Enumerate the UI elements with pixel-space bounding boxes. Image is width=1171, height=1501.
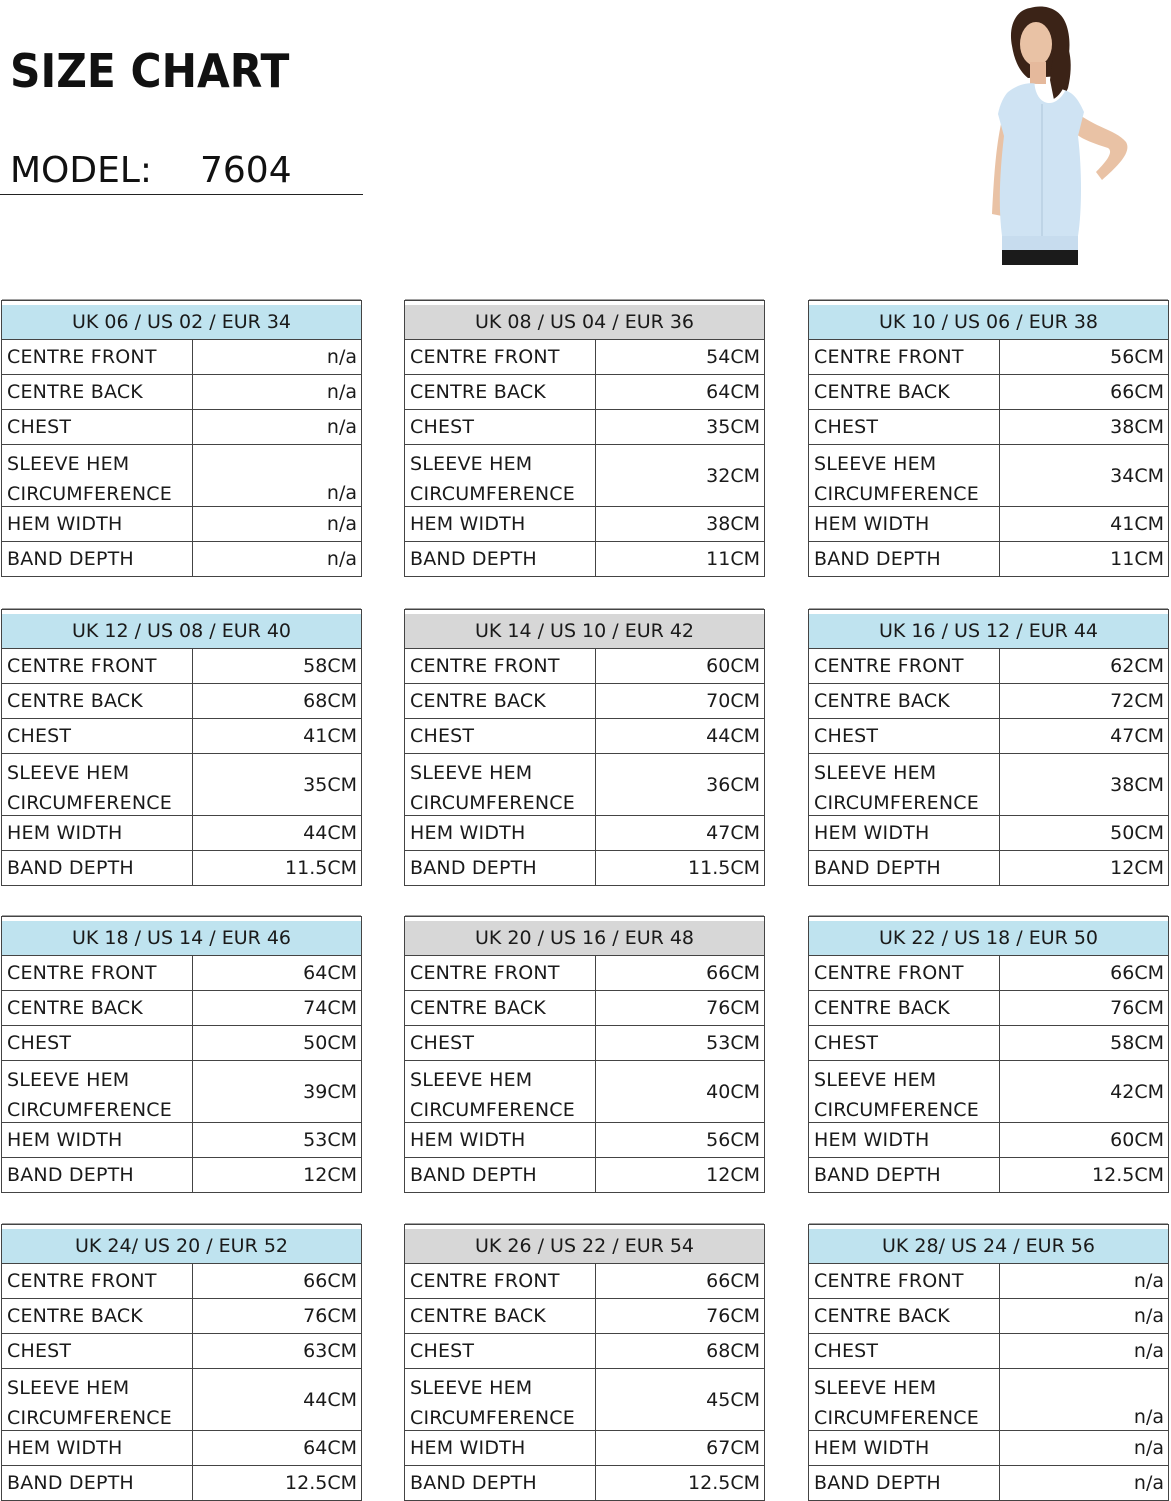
measurement-value: 42CM: [1110, 1080, 1164, 1103]
measurement-value: 76CM: [706, 1305, 760, 1327]
measurement-label-line2: CIRCUMFERENCE: [7, 792, 172, 814]
size-table-row-centre-back: [2, 990, 361, 1025]
measurement-label: [405, 1061, 596, 1122]
size-table: [404, 916, 765, 1193]
measurement-label-line1: SLEEVE HEM: [7, 1377, 130, 1399]
measurement-label: BAND DEPTH: [2, 1466, 193, 1500]
measurement-value: 32CM: [706, 464, 760, 487]
size-table-header: UK 16 / US 12 / EUR 44: [809, 610, 1168, 648]
measurement-label-line1: SLEEVE HEM: [814, 1377, 937, 1399]
measurement-label-line1: SLEEVE HEM: [410, 1069, 533, 1091]
size-table-row-centre-front: [405, 955, 764, 990]
size-table-row-hem-width: [405, 1122, 764, 1157]
measurement-value: 41CM: [303, 725, 357, 747]
size-table-row-centre-back: [405, 990, 764, 1025]
size-table-row-band-depth: [2, 541, 361, 576]
size-table-row-centre-back: [405, 1298, 764, 1333]
measurement-label: CENTRE FRONT: [2, 1264, 193, 1298]
measurement-label: CHEST: [405, 410, 596, 444]
measurement-label: CENTRE FRONT: [2, 649, 193, 683]
size-table-row-band-depth: [809, 850, 1168, 885]
size-table: [404, 609, 765, 886]
measurement-value: n/a: [326, 513, 357, 535]
size-table-row-hem-width: [809, 1430, 1168, 1465]
measurement-label-line1: SLEEVE HEM: [814, 453, 937, 475]
measurement-value: 68CM: [303, 690, 357, 712]
size-table-row-band-depth: [809, 1157, 1168, 1192]
measurement-value: n/a: [1133, 1305, 1164, 1327]
measurement-label: [405, 1369, 596, 1430]
size-table-header: UK 14 / US 10 / EUR 42: [405, 610, 764, 648]
measurement-value: n/a: [326, 548, 357, 570]
measurement-value: 12.5CM: [285, 1472, 357, 1494]
measurement-label: BAND DEPTH: [809, 851, 1000, 885]
measurement-value: n/a: [326, 416, 357, 438]
measurement-value: 53CM: [303, 1129, 357, 1151]
measurement-label-line1: SLEEVE HEM: [410, 1377, 533, 1399]
measurement-value: 41CM: [1110, 513, 1164, 535]
size-table-row-band-depth: [2, 1465, 361, 1500]
measurement-value: 62CM: [1110, 655, 1164, 677]
measurement-value: 11CM: [1110, 548, 1164, 570]
measurement-value: 56CM: [1110, 346, 1164, 368]
size-table-row-band-depth: [809, 541, 1168, 576]
size-table-row-hem-width: [2, 1122, 361, 1157]
measurement-value: 11CM: [706, 548, 760, 570]
measurement-value: 63CM: [303, 1340, 357, 1362]
measurement-label-line2: CIRCUMFERENCE: [410, 1407, 575, 1429]
measurement-value: 44CM: [706, 725, 760, 747]
measurement-label: HEM WIDTH: [2, 1123, 193, 1157]
size-table-header: UK 28/ US 24 / EUR 56: [809, 1225, 1168, 1263]
size-table-header: UK 20 / US 16 / EUR 48: [405, 917, 764, 955]
measurement-label: BAND DEPTH: [2, 542, 193, 576]
measurement-value: 34CM: [1110, 464, 1164, 487]
measurement-label: CENTRE FRONT: [809, 649, 1000, 683]
measurement-label: CHEST: [809, 719, 1000, 753]
measurement-label: BAND DEPTH: [405, 1466, 596, 1500]
measurement-label: HEM WIDTH: [2, 507, 193, 541]
size-table-row-sleeve-hem: [2, 1368, 361, 1430]
size-table-row-centre-back: [405, 683, 764, 718]
measurement-value: 11.5CM: [285, 857, 357, 879]
measurement-label: CENTRE FRONT: [405, 340, 596, 374]
measurement-label: CENTRE BACK: [2, 1299, 193, 1333]
size-table-row-sleeve-hem: [405, 753, 764, 815]
size-table: [1, 300, 362, 577]
measurement-label: CHEST: [405, 719, 596, 753]
size-table-row-chest: [809, 1025, 1168, 1060]
measurement-label: CHEST: [405, 1334, 596, 1368]
size-table-header: UK 06 / US 02 / EUR 34: [2, 301, 361, 339]
size-table-row-chest: [405, 1333, 764, 1368]
size-table-row-chest: [2, 1333, 361, 1368]
size-table-header: UK 18 / US 14 / EUR 46: [2, 917, 361, 955]
page-title: SIZE CHART: [10, 44, 290, 98]
measurement-label: BAND DEPTH: [809, 542, 1000, 576]
size-table: [808, 300, 1169, 577]
measurement-value: 38CM: [1110, 773, 1164, 796]
measurement-value: 66CM: [1110, 381, 1164, 403]
measurement-label: BAND DEPTH: [809, 1466, 1000, 1500]
measurement-value: n/a: [1133, 1270, 1164, 1292]
size-table-row-sleeve-hem: [809, 753, 1168, 815]
size-table-row-hem-width: [405, 1430, 764, 1465]
size-table-header: UK 26 / US 22 / EUR 54: [405, 1225, 764, 1263]
measurement-value: 44CM: [303, 1388, 357, 1411]
measurement-label: CHEST: [809, 410, 1000, 444]
measurement-label: CHEST: [809, 1334, 1000, 1368]
size-table-row-chest: [405, 1025, 764, 1060]
measurement-value: 64CM: [706, 381, 760, 403]
measurement-label-line1: SLEEVE HEM: [7, 1069, 130, 1091]
measurement-value: 12CM: [706, 1164, 760, 1186]
measurement-label: HEM WIDTH: [809, 816, 1000, 850]
measurement-label: CENTRE FRONT: [405, 956, 596, 990]
measurement-label-line2: CIRCUMFERENCE: [814, 1099, 979, 1121]
measurement-label-line2: CIRCUMFERENCE: [410, 483, 575, 505]
measurement-label: HEM WIDTH: [405, 816, 596, 850]
measurement-value: 64CM: [303, 1437, 357, 1459]
size-table-row-hem-width: [809, 1122, 1168, 1157]
measurement-value: 66CM: [303, 1270, 357, 1292]
measurement-value: 60CM: [1110, 1129, 1164, 1151]
measurement-value: n/a: [326, 482, 357, 504]
measurement-label: CENTRE BACK: [2, 991, 193, 1025]
measurement-value: 68CM: [706, 1340, 760, 1362]
measurement-value: n/a: [1133, 1437, 1164, 1459]
size-table-row-chest: [2, 1025, 361, 1060]
size-table-row-centre-front: [2, 1263, 361, 1298]
measurement-value: 72CM: [1110, 690, 1164, 712]
measurement-label: CENTRE BACK: [2, 684, 193, 718]
measurement-label: CENTRE FRONT: [2, 340, 193, 374]
measurement-value: n/a: [1133, 1472, 1164, 1494]
size-table-row-band-depth: [2, 850, 361, 885]
measurement-value: 50CM: [1110, 822, 1164, 844]
measurement-label: [2, 1369, 193, 1430]
size-table-row-sleeve-hem: [809, 1060, 1168, 1122]
size-table-header: UK 22 / US 18 / EUR 50: [809, 917, 1168, 955]
measurement-value: 38CM: [706, 513, 760, 535]
measurement-label-line2: CIRCUMFERENCE: [7, 1099, 172, 1121]
size-table-row-centre-back: [2, 1298, 361, 1333]
size-table-row-centre-front: [809, 955, 1168, 990]
measurement-label: [809, 1369, 1000, 1430]
size-table-row-sleeve-hem: [405, 444, 764, 506]
measurement-label-line2: CIRCUMFERENCE: [814, 792, 979, 814]
size-table-row-sleeve-hem: [405, 1060, 764, 1122]
size-table-row-band-depth: [405, 541, 764, 576]
measurement-value: 66CM: [706, 1270, 760, 1292]
measurement-value: 44CM: [303, 822, 357, 844]
size-table-row-sleeve-hem: [809, 1368, 1168, 1430]
size-table-row-band-depth: [2, 1157, 361, 1192]
measurement-value: 35CM: [706, 416, 760, 438]
size-table-row-hem-width: [2, 1430, 361, 1465]
measurement-value: 53CM: [706, 1032, 760, 1054]
measurement-value: 74CM: [303, 997, 357, 1019]
size-table-row-centre-front: [2, 339, 361, 374]
size-table: [404, 1224, 765, 1501]
size-table: [1, 609, 362, 886]
measurement-label: CENTRE BACK: [809, 375, 1000, 409]
size-table-header: UK 08 / US 04 / EUR 36: [405, 301, 764, 339]
size-table-row-chest: [809, 409, 1168, 444]
measurement-label: HEM WIDTH: [2, 816, 193, 850]
measurement-value: 45CM: [706, 1388, 760, 1411]
measurement-label: [2, 754, 193, 815]
measurement-label-line2: CIRCUMFERENCE: [814, 1407, 979, 1429]
size-table-row-sleeve-hem: [809, 444, 1168, 506]
measurement-label: [405, 445, 596, 506]
measurement-label: HEM WIDTH: [809, 507, 1000, 541]
size-table-header: UK 24/ US 20 / EUR 52: [2, 1225, 361, 1263]
measurement-label: CENTRE BACK: [809, 684, 1000, 718]
measurement-value: 70CM: [706, 690, 760, 712]
measurement-label-line1: SLEEVE HEM: [410, 762, 533, 784]
measurement-label-line1: SLEEVE HEM: [814, 762, 937, 784]
measurement-label: CENTRE BACK: [405, 684, 596, 718]
measurement-label: BAND DEPTH: [405, 1158, 596, 1192]
size-table-row-centre-back: [2, 683, 361, 718]
measurement-label: [809, 754, 1000, 815]
size-table-row-band-depth: [405, 850, 764, 885]
measurement-value: n/a: [326, 381, 357, 403]
model-number: 7604: [200, 150, 292, 191]
measurement-label: HEM WIDTH: [405, 1431, 596, 1465]
size-table-row-sleeve-hem: [405, 1368, 764, 1430]
size-table-row-centre-front: [809, 339, 1168, 374]
measurement-value: 64CM: [303, 962, 357, 984]
measurement-label: CENTRE FRONT: [405, 1264, 596, 1298]
measurement-label: HEM WIDTH: [405, 507, 596, 541]
measurement-label: HEM WIDTH: [405, 1123, 596, 1157]
measurement-label: [809, 1061, 1000, 1122]
size-table-row-band-depth: [809, 1465, 1168, 1500]
measurement-label: [2, 1061, 193, 1122]
size-table-header: UK 12 / US 08 / EUR 40: [2, 610, 361, 648]
size-table-row-centre-back: [2, 374, 361, 409]
measurement-value: 12.5CM: [1092, 1164, 1164, 1186]
size-table-row-chest: [405, 718, 764, 753]
measurement-value: 56CM: [706, 1129, 760, 1151]
measurement-value: 50CM: [303, 1032, 357, 1054]
measurement-label: HEM WIDTH: [2, 1431, 193, 1465]
measurement-label: BAND DEPTH: [809, 1158, 1000, 1192]
measurement-label: CENTRE FRONT: [405, 649, 596, 683]
measurement-value: n/a: [326, 346, 357, 368]
size-table-row-centre-front: [2, 955, 361, 990]
measurement-value: 36CM: [706, 773, 760, 796]
measurement-value: 38CM: [1110, 416, 1164, 438]
measurement-label: BAND DEPTH: [2, 1158, 193, 1192]
size-table-header: UK 10 / US 06 / EUR 38: [809, 301, 1168, 339]
size-table-row-sleeve-hem: [2, 1060, 361, 1122]
measurement-label: CENTRE BACK: [809, 991, 1000, 1025]
measurement-value: 47CM: [706, 822, 760, 844]
measurement-label: [2, 445, 193, 506]
measurement-label: CENTRE BACK: [2, 375, 193, 409]
size-table-row-centre-front: [405, 1263, 764, 1298]
measurement-label: [809, 445, 1000, 506]
measurement-value: 12CM: [1110, 857, 1164, 879]
measurement-label-line2: CIRCUMFERENCE: [7, 483, 172, 505]
size-table-row-centre-back: [809, 990, 1168, 1025]
size-table-row-chest: [809, 718, 1168, 753]
measurement-label: CENTRE BACK: [405, 375, 596, 409]
measurement-label: CHEST: [405, 1026, 596, 1060]
measurement-value: n/a: [1133, 1406, 1164, 1428]
measurement-label: CENTRE FRONT: [2, 956, 193, 990]
size-table-row-sleeve-hem: [2, 444, 361, 506]
measurement-label: CHEST: [2, 1334, 193, 1368]
measurement-value: 35CM: [303, 773, 357, 796]
measurement-label-line2: CIRCUMFERENCE: [7, 1407, 172, 1429]
size-table: [1, 916, 362, 1193]
measurement-label-line2: CIRCUMFERENCE: [410, 1099, 575, 1121]
measurement-value: 66CM: [1110, 962, 1164, 984]
measurement-value: 47CM: [1110, 725, 1164, 747]
size-table-row-centre-back: [809, 1298, 1168, 1333]
measurement-label: [405, 754, 596, 815]
measurement-label: CHEST: [2, 719, 193, 753]
measurement-label: CENTRE FRONT: [809, 956, 1000, 990]
size-table-row-chest: [2, 409, 361, 444]
measurement-label: CENTRE BACK: [809, 1299, 1000, 1333]
size-table-row-chest: [2, 718, 361, 753]
size-table-row-sleeve-hem: [2, 753, 361, 815]
measurement-label: BAND DEPTH: [2, 851, 193, 885]
measurement-label-line1: SLEEVE HEM: [7, 453, 130, 475]
measurement-value: 76CM: [706, 997, 760, 1019]
size-table-row-hem-width: [809, 506, 1168, 541]
size-table-row-hem-width: [2, 506, 361, 541]
size-table-row-centre-front: [809, 648, 1168, 683]
measurement-value: 58CM: [1110, 1032, 1164, 1054]
size-table-row-chest: [405, 409, 764, 444]
measurement-value: 58CM: [303, 655, 357, 677]
measurement-value: 76CM: [303, 1305, 357, 1327]
measurement-value: n/a: [1133, 1340, 1164, 1362]
measurement-value: 40CM: [706, 1080, 760, 1103]
measurement-label-line1: SLEEVE HEM: [7, 762, 130, 784]
measurement-value: 67CM: [706, 1437, 760, 1459]
measurement-label-line2: CIRCUMFERENCE: [814, 483, 979, 505]
size-table: [1, 1224, 362, 1501]
size-table: [808, 1224, 1169, 1501]
measurement-label: CENTRE FRONT: [809, 1264, 1000, 1298]
measurement-value: 11.5CM: [688, 857, 760, 879]
size-table: [404, 300, 765, 577]
size-table-row-band-depth: [405, 1157, 764, 1192]
measurement-value: 12CM: [303, 1164, 357, 1186]
measurement-label: BAND DEPTH: [405, 851, 596, 885]
measurement-label: CENTRE BACK: [405, 991, 596, 1025]
size-table: [808, 609, 1169, 886]
measurement-value: 39CM: [303, 1080, 357, 1103]
size-table-row-centre-front: [809, 1263, 1168, 1298]
size-table: [808, 916, 1169, 1193]
measurement-value: 60CM: [706, 655, 760, 677]
measurement-label: CENTRE FRONT: [809, 340, 1000, 374]
measurement-label: CHEST: [809, 1026, 1000, 1060]
size-table-row-hem-width: [405, 815, 764, 850]
size-table-row-centre-back: [809, 374, 1168, 409]
measurement-value: 66CM: [706, 962, 760, 984]
measurement-value: 76CM: [1110, 997, 1164, 1019]
measurement-value: 54CM: [706, 346, 760, 368]
measurement-label: BAND DEPTH: [405, 542, 596, 576]
size-table-row-hem-width: [405, 506, 764, 541]
size-table-row-centre-front: [405, 648, 764, 683]
size-table-row-band-depth: [405, 1465, 764, 1500]
measurement-value: 12.5CM: [688, 1472, 760, 1494]
size-table-row-centre-back: [405, 374, 764, 409]
measurement-label-line2: CIRCUMFERENCE: [410, 792, 575, 814]
size-table-row-chest: [809, 1333, 1168, 1368]
size-table-row-hem-width: [2, 815, 361, 850]
measurement-label: CHEST: [2, 410, 193, 444]
measurement-label-line1: SLEEVE HEM: [814, 1069, 937, 1091]
measurement-label: HEM WIDTH: [809, 1123, 1000, 1157]
model-label: MODEL:: [10, 150, 153, 191]
measurement-label: CENTRE BACK: [405, 1299, 596, 1333]
size-table-row-centre-back: [809, 683, 1168, 718]
measurement-label: HEM WIDTH: [809, 1431, 1000, 1465]
size-table-row-centre-front: [405, 339, 764, 374]
measurement-label: CHEST: [2, 1026, 193, 1060]
size-table-row-hem-width: [809, 815, 1168, 850]
measurement-label-line1: SLEEVE HEM: [410, 453, 533, 475]
size-table-row-centre-front: [2, 648, 361, 683]
